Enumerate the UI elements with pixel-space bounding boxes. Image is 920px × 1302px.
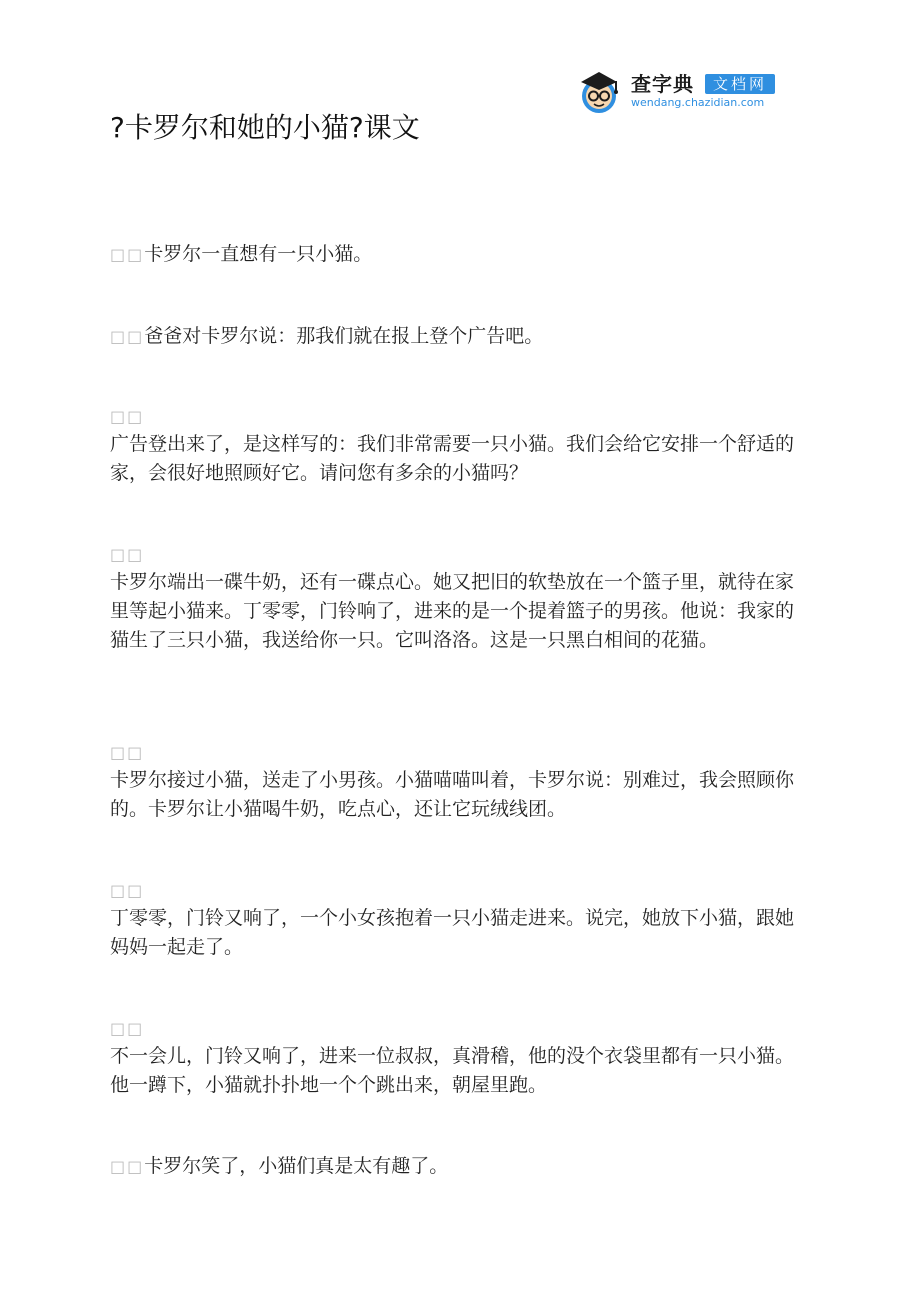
logo-main-text: 查字典 [631,72,694,96]
page-title: ?卡罗尔和她的小猫?课文 [110,111,420,144]
paragraph-1 [110,240,800,269]
mascot-icon [575,66,625,116]
site-logo[interactable] [575,66,807,116]
indent-marker: □□ [110,327,145,346]
paragraph-5 [110,740,800,824]
paragraph-3 [110,404,800,488]
paragraph-4 [110,542,800,655]
paragraph-text: 卡罗尔一直想有一只小猫。 [144,243,373,265]
paragraph-7 [110,1016,800,1100]
paragraph-2 [110,322,800,351]
paragraph-text: 丁零零，门铃又响了，一个小女孩抱着一只小猫走进来。说完，她放下小猫，跟她妈妈一起走了。 [110,907,795,958]
paragraph-8 [110,1152,800,1181]
paragraph-text: 卡罗尔接过小猫，送走了小男孩。小猫喵喵叫着，卡罗尔说：别难过，我会照顾你的。卡罗尔让小猫喝牛奶，吃点心，还让它玩绒线团。 [110,769,795,820]
indent-marker: □□ [110,1157,145,1176]
paragraph-6 [110,878,800,962]
logo-url: wendang.chazidian.com [631,96,765,109]
paragraph-text: 广告登出来了，是这样写的：我们非常需要一只小猫。我们会给它安排一个舒适的家，会很好地照顾好它。请问您有多余的小猫吗？ [110,433,795,484]
indent-marker: □□ [110,881,145,900]
indent-marker: □□ [110,407,145,426]
indent-marker: □□ [110,743,145,762]
indent-marker: □□ [110,545,145,564]
paragraph-text: 不一会儿，门铃又响了，进来一位叔叔，真滑稽，他的没个衣袋里都有一只小猫。他一蹲下，小猫就扑扑地一个个跳出来，朝屋里跑。 [110,1045,795,1096]
indent-marker: □□ [110,245,145,264]
logo-tag: 文档网 [705,74,775,94]
paragraph-text: 卡罗尔端出一碟牛奶，还有一碟点心。她又把旧的软垫放在一个篮子里，就待在家里等起小猫来。丁零零，门铃响了，进来的是一个提着篮子的男孩。他说：我家的猫生了三只小猫，我送给你一只。它叫洛洛。这是一只黑白相间的花猫。 [110,571,795,651]
indent-marker: □□ [110,1019,145,1038]
paragraph-text: 卡罗尔笑了，小猫们真是太有趣了。 [144,1155,449,1177]
paragraph-text: 爸爸对卡罗尔说：那我们就在报上登个广告吧。 [144,325,544,347]
